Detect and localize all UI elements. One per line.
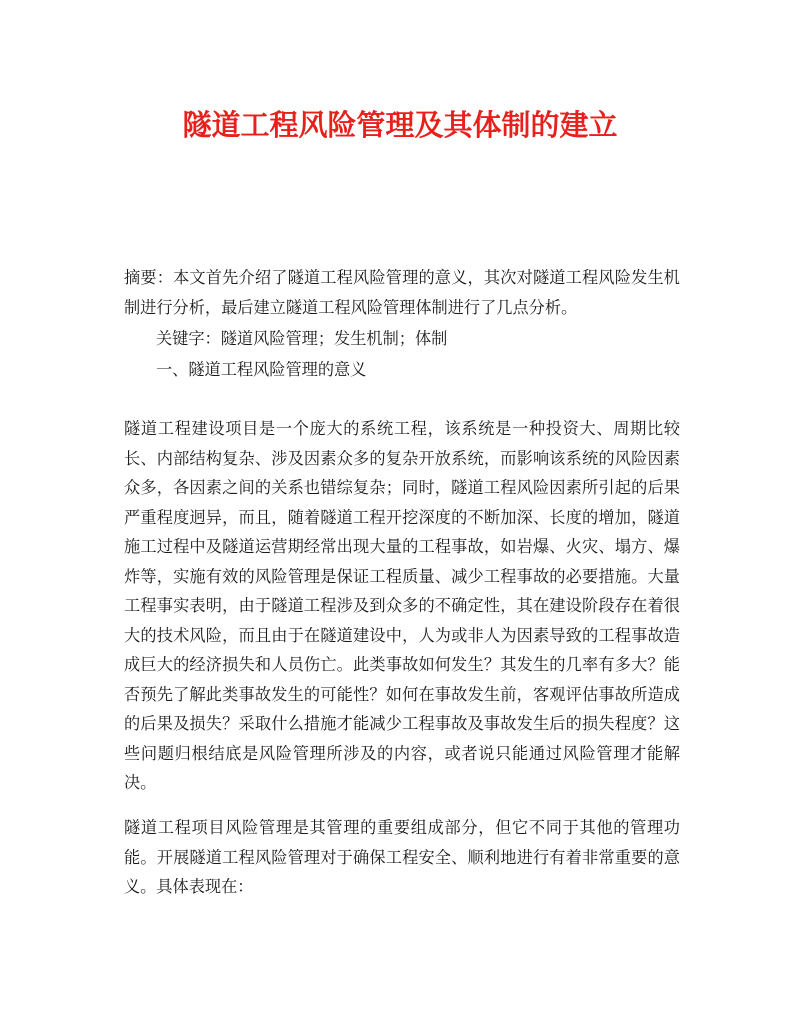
body-paragraph-2: 隧道工程项目风险管理是其管理的重要组成部分，但它不同于其他的管理功能。开展隧道工程风险管理对于确保工程安全、顺利地进行有着非常重要的意义。具体表现在： — [124, 818, 680, 896]
keywords-line: 关键字：隧道风险管理；发生机制；体制 — [156, 329, 448, 348]
section-heading: 一、隧道工程风险管理的意义 — [156, 360, 367, 379]
document-title: 隧道工程风险管理及其体制的建立 — [182, 108, 618, 142]
body-paragraph-1: 隧道工程建设项目是一个庞大的系统工程，该系统是一种投资大、周期比较长、内部结构复杂、涉及因素众多的复杂开放系统，而影响该系统的风险因素众多，各因素之间的关系也错综复杂；同时，隧道工程风险因素所引起的后果严重程度迥异，而且，随着隧道工程开挖深度的不断加深、长度的增加，隧道施工过程中及隧道运营期经常出现大量的工程事故，如岩爆、火灾、塌方、爆炸等，实施有效的风险管理是保证工程质量、减少工程事故的必要措施。大量工程事实表明，由于隧道工程涉及到众多的不确定性，其在建设阶段存在着很大的技术风险，而且由于在隧道建设中，人为或非人为因素导致的工程事故造成巨大的经济损失和人员伤亡。此类事故如何发生？其发生的几率有多大？能否预先了解此类事故发生的可能性？如何在事故发生前，客观评估事故所造成的后果及损失？采取什么措施才能减少工程事故及事故发生后的损失程度？这些问题归根结底是风险管理所涉及的内容，或者说只能通过风险管理才能解决。 — [124, 419, 680, 792]
abstract-paragraph: 摘要：本文首先介绍了隧道工程风险管理的意义，其次对隧道工程风险发生机制进行分析，最后建立隧道工程风险管理体制进行了几点分析。 — [124, 268, 680, 317]
